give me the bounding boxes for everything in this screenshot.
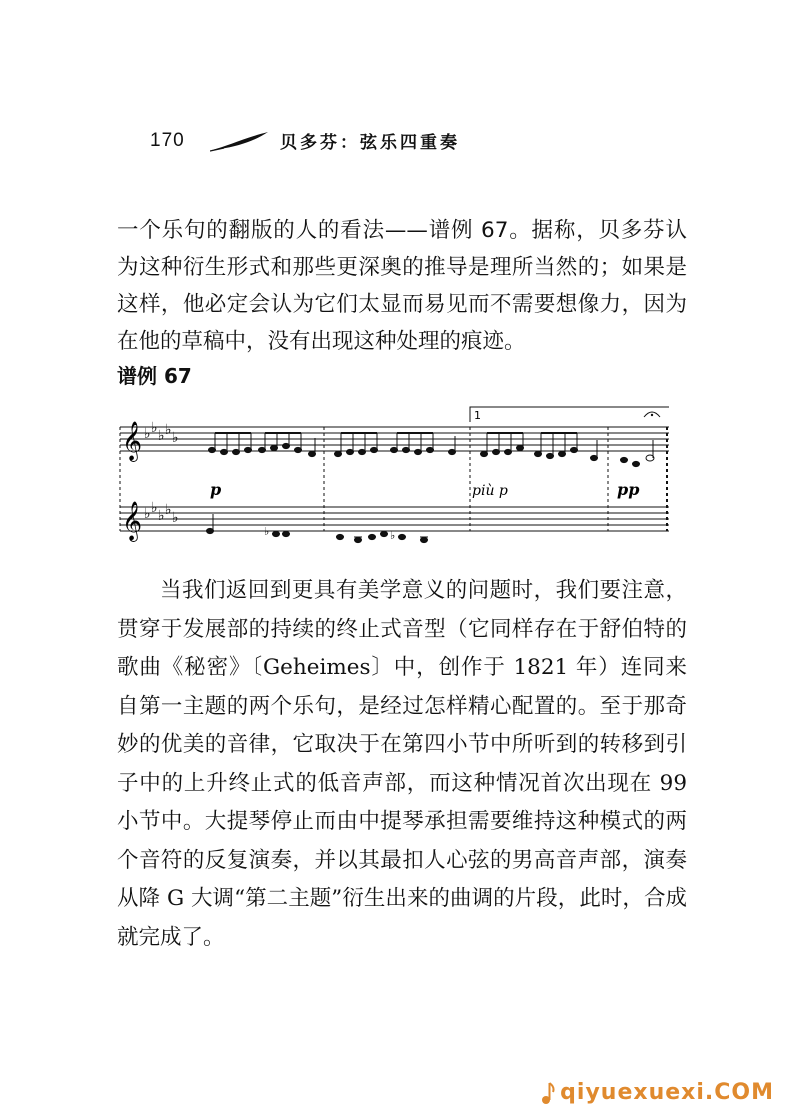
treble-clef-icon: 𝄞 [122,421,143,461]
page-number: 170 [150,130,185,151]
svg-text:♭: ♭ [151,420,158,436]
lower-staff [120,507,669,531]
body-paragraph-1: 一个乐句的翻版的人的看法——谱例 67。据称，贝多芬认为这种衍生形式和那些更深奥的推导是理所当然的；如果是这样，他必定会认为它们太显而易见而不需要想像力，因为在他的草稿中，没有出现这种处理的痕迹。 [117,218,687,354]
dynamic-marking: più p [472,483,508,499]
treble-clef-icon: 𝄞 [122,501,143,541]
svg-text:♭: ♭ [144,426,151,442]
dynamic-marking: pp [617,480,640,499]
svg-text:♭: ♭ [165,422,172,438]
music-score [112,402,672,552]
svg-text:♭: ♭ [172,510,179,526]
svg-text:♭: ♭ [158,428,165,444]
dynamic-marking: p [210,480,222,499]
key-signature-icon [144,420,179,526]
volta-bracket [470,407,669,422]
svg-text:♭: ♭ [172,430,179,446]
svg-text:♭: ♭ [158,508,165,524]
quill-icon [210,130,270,152]
svg-text:♭: ♭ [151,500,158,516]
book-title: 贝多芬：弦乐四重奏 [280,133,460,153]
svg-text:♭: ♭ [264,525,270,538]
svg-text:♭: ♭ [165,502,172,518]
body-paragraph-2: 当我们返回到更具有美学意义的问题时，我们要注意，贯穿于发展部的持续的终止式音型（它同样存在于舒伯特的歌曲《秘密》〔Geheimes〕中，创作于 1821 年）连同来自第一主题的两个乐句，是经过怎样精心配置的。至于那奇妙的优美的音律，它取决于在第四小节中所听到的转移到引子中的上升终止式的低音声部，而这种情况首次出现在 99 小节中。大提琴停止而由中提琴承担需要维持这种模式的两个音符的反复演奏，并以其最扣人心弦的男高音声部，演奏从降 G 大调“第二主题”衍生出来的曲调的片段，此时，合成就完成了。 [117,578,687,950]
watermark-logo-icon [538,1081,556,1105]
watermark-text: qiyuexuexi.COM [560,1080,774,1105]
page-header [150,128,570,158]
svg-text:♭: ♭ [390,529,396,542]
volta-number: 1 [474,409,481,422]
lower-notes [207,514,429,543]
svg-text:♭: ♭ [144,506,151,522]
upper-notes [209,433,655,467]
example-label: 谱例 67 [117,364,192,388]
